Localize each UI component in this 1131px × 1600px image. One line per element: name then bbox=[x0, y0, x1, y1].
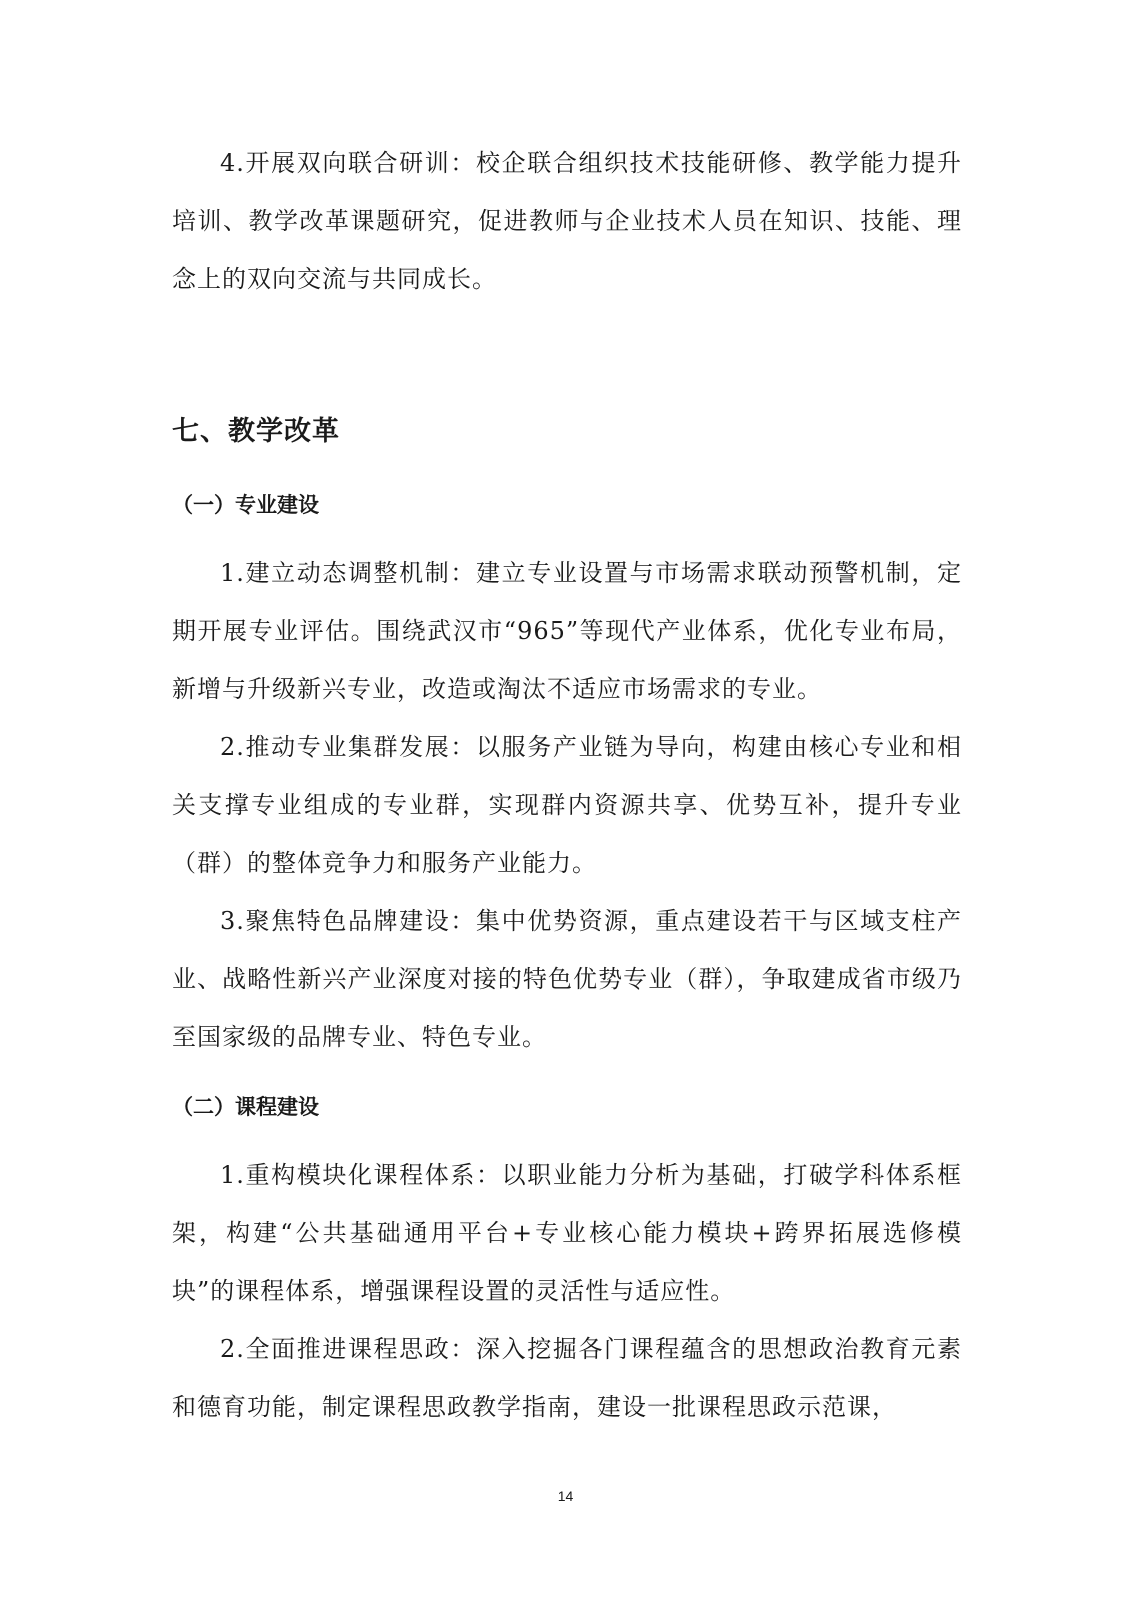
paragraph-joint-training: 4.开展双向联合研训：校企联合组织技术技能研修、教学能力提升培训、教学改革课题研究，促进教师与企业技术人员在知识、技能、理念上的双向交流与共同成长。 bbox=[172, 149, 962, 293]
paragraph-brand-building: 3.聚焦特色品牌建设：集中优势资源，重点建设若干与区域支柱产业、战略性新兴产业深度对接的特色优势专业（群），争取建成省市级乃至国家级的品牌专业、特色专业。 bbox=[172, 907, 962, 1051]
paragraph-major-cluster: 2.推动专业集群发展：以服务产业链为导向，构建由核心专业和相关支撑专业组成的专业群，实现群内资源共享、优势互补，提升专业（群）的整体竞争力和服务产业能力。 bbox=[172, 733, 962, 877]
section-heading-teaching-reform: 七、教学改革 bbox=[172, 416, 340, 447]
paragraph-course-ideology: 2.全面推进课程思政：深入挖掘各门课程蕴含的思想政治教育元素和德育功能，制定课程思政教学指南，建设一批课程思政示范课， bbox=[172, 1335, 962, 1421]
page-number: 14 bbox=[557, 1488, 574, 1504]
paragraph-modular-curriculum: 1.重构模块化课程体系：以职业能力分析为基础，打破学科体系框架，构建“公共基础通用平台+专业核心能力模块+跨界拓展选修模块”的课程体系，增强课程设置的灵活性与适应性。 bbox=[172, 1161, 962, 1305]
paragraph-dynamic-adjustment: 1.建立动态调整机制：建立专业设置与市场需求联动预警机制，定期开展专业评估。围绕武汉市“965”等现代产业体系，优化专业布局，新增与升级新兴专业，改造或淘汰不适应市场需求的专业。 bbox=[172, 559, 962, 703]
subsection-heading-course-construction: （二）课程建设 bbox=[172, 1095, 319, 1119]
subsection-heading-major-construction: （一）专业建设 bbox=[172, 493, 319, 517]
